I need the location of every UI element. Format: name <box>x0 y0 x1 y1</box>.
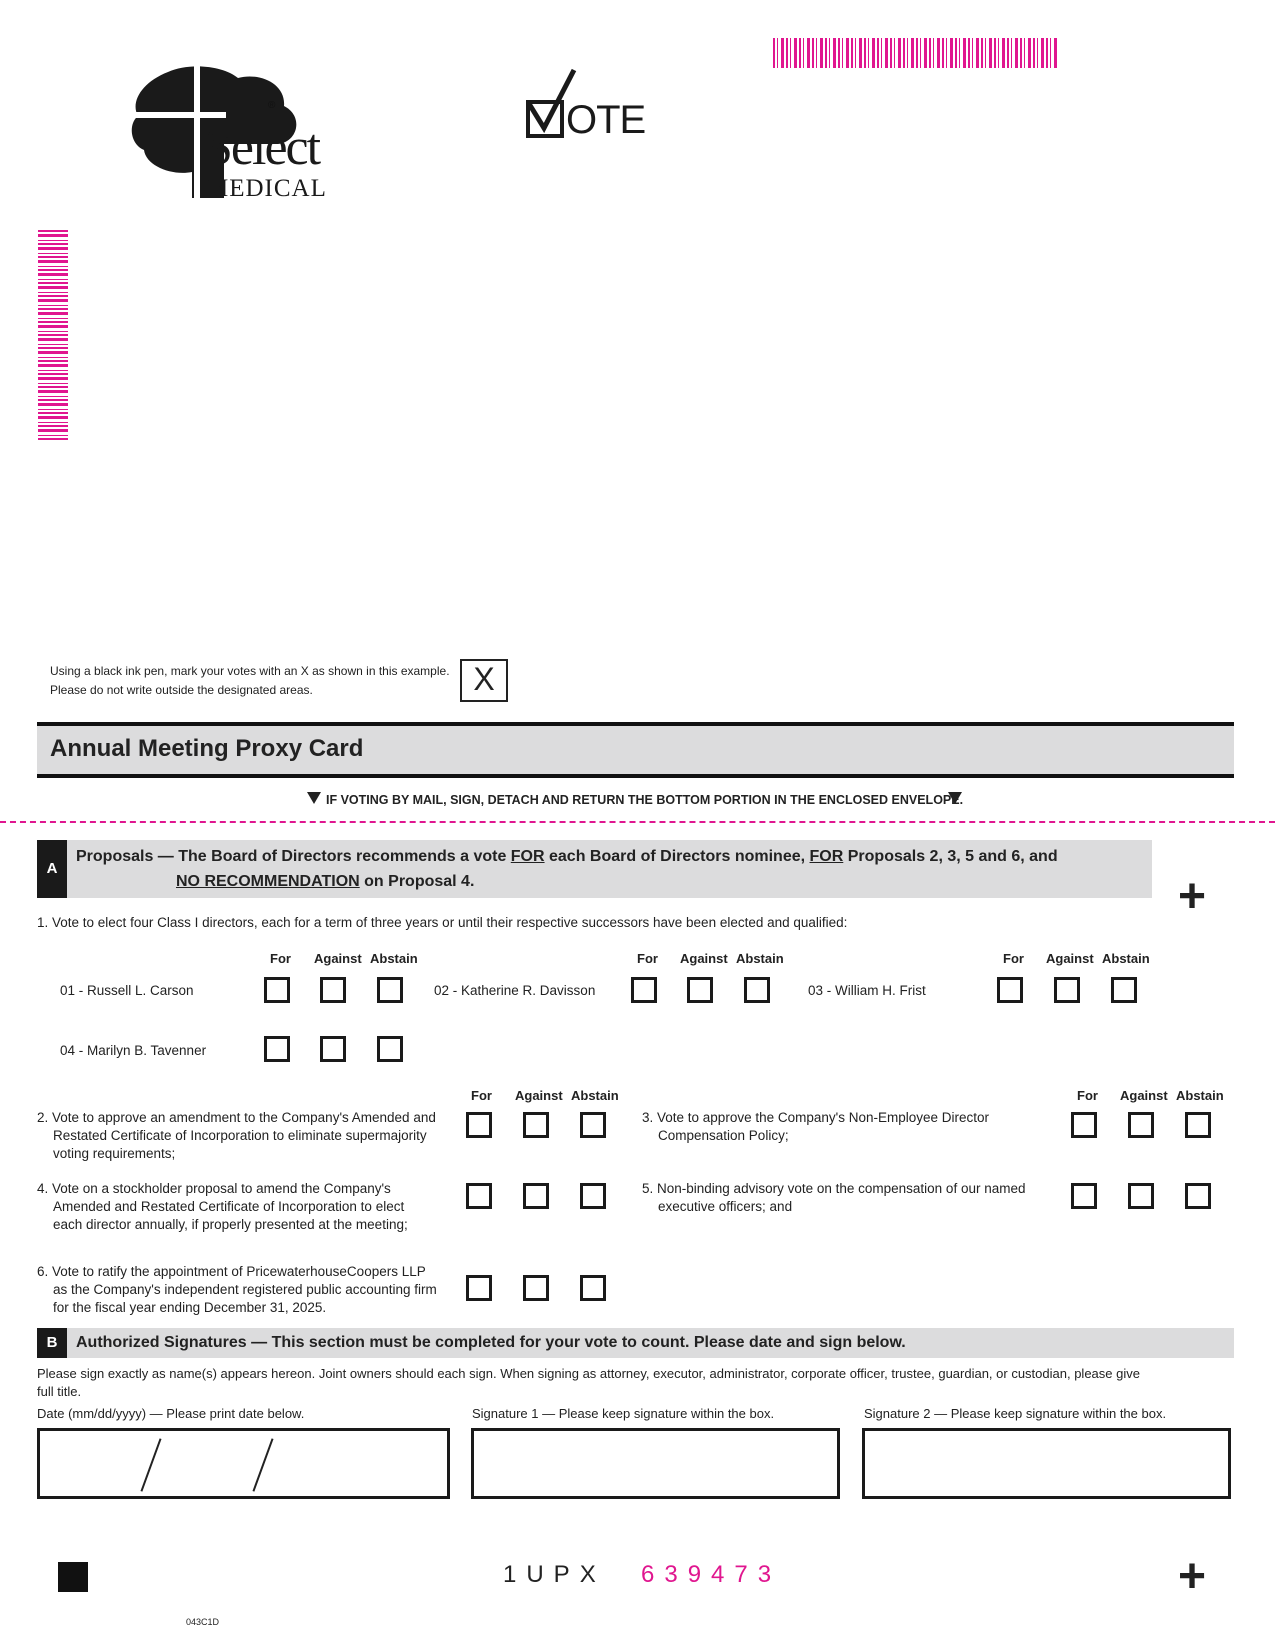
section-b-letter: B <box>37 1328 67 1358</box>
proposal-4-line-2: Amended and Restated Certificate of Incorporation to elect <box>53 1199 405 1214</box>
nominee-04-abstain-checkbox[interactable] <box>377 1036 403 1062</box>
footer-code-black: 1UPX <box>503 1561 606 1588</box>
signature-instructions-line-2: full title. <box>37 1384 82 1399</box>
detach-arrow-right-icon <box>948 792 962 804</box>
proposal-5-line-2: executive officers; and <box>658 1199 793 1214</box>
nominee-01-label: 01 - Russell L. Carson <box>60 983 194 998</box>
proposal-1-text: 1. Vote to elect four Class I directors, each for a term of three years or until their respective successors have been elected and qualified: <box>37 915 848 930</box>
proposal-2-line-3: voting requirements; <box>53 1146 176 1161</box>
nominee-04-against-checkbox[interactable] <box>320 1036 346 1062</box>
registration-square-icon <box>58 1562 88 1592</box>
section-a-header-line-2 <box>176 874 474 890</box>
signature-1-label: Signature 1 — Please keep signature within the box. <box>472 1406 775 1421</box>
proposal-6-line-2: as the Company's independent registered public accounting firm <box>53 1282 437 1297</box>
proposal-2-abstain-checkbox[interactable] <box>580 1112 606 1138</box>
section-a-header-text-2: each Board of Directors nominee, <box>544 848 810 865</box>
proposal-5-abstain-checkbox[interactable] <box>1185 1183 1211 1209</box>
signature-2-label: Signature 2 — Please keep signature within the box. <box>864 1406 1167 1421</box>
proposal-6-line-3: for the fiscal year ending December 31, 2025. <box>53 1300 327 1315</box>
instruction-line-1: Using a black ink pen, mark your votes with an X as shown in this example. <box>50 664 450 678</box>
nominee-03-abstain-checkbox[interactable] <box>1111 977 1137 1003</box>
col-for-4: For <box>471 1088 492 1103</box>
col-against-3: Against <box>1046 951 1094 966</box>
footer-code-magenta: 639473 <box>641 1561 782 1588</box>
nominee-03-label: 03 - William H. Frist <box>808 983 926 998</box>
proposal-6-against-checkbox[interactable] <box>523 1275 549 1301</box>
proposal-3-against-checkbox[interactable] <box>1128 1112 1154 1138</box>
logo-wordmark: Select <box>204 119 320 176</box>
col-against-4: Against <box>515 1088 563 1103</box>
registered-mark: ® <box>268 100 276 111</box>
col-abstain-2: Abstain <box>736 951 784 966</box>
form-code: 043C1D <box>186 1617 220 1627</box>
card-title: Annual Meeting Proxy Card <box>50 735 364 762</box>
proposal-4-against-checkbox[interactable] <box>523 1183 549 1209</box>
logo-subtitle: MEDICAL <box>206 175 327 202</box>
nominee-01-abstain-checkbox[interactable] <box>377 977 403 1003</box>
section-a-for-emphasis-2: FOR <box>809 848 844 865</box>
nominee-02-label: 02 - Katherine R. Davisson <box>434 983 596 998</box>
proposal-5-against-checkbox[interactable] <box>1128 1183 1154 1209</box>
proposal-2-for-checkbox[interactable] <box>466 1112 492 1138</box>
signature-2-box[interactable] <box>862 1428 1231 1499</box>
proposal-3-line-2: Compensation Policy; <box>658 1128 789 1143</box>
nominee-01-for-checkbox[interactable] <box>264 977 290 1003</box>
proposal-5-for-checkbox[interactable] <box>1071 1183 1097 1209</box>
proposal-6-line-1: 6. Vote to ratify the appointment of PricewaterhouseCoopers LLP <box>37 1264 426 1279</box>
date-input-box[interactable] <box>37 1428 450 1499</box>
proposal-3-abstain-checkbox[interactable] <box>1185 1112 1211 1138</box>
instruction-line-2: Please do not write outside the designated areas. <box>50 683 313 697</box>
proposal-3-line-1: 3. Vote to approve the Company's Non-Employee Director <box>642 1110 990 1125</box>
nominee-02-against-checkbox[interactable] <box>687 977 713 1003</box>
nominee-04-label: 04 - Marilyn B. Tavenner <box>60 1043 207 1058</box>
proposal-2-line-1: 2. Vote to approve an amendment to the Company's Amended and <box>37 1110 436 1125</box>
nominee-04-for-checkbox[interactable] <box>264 1036 290 1062</box>
proposal-3-for-checkbox[interactable] <box>1071 1112 1097 1138</box>
col-for-3: For <box>1003 951 1024 966</box>
proposal-4-line-3: each director annually, if properly presented at the meeting; <box>53 1217 408 1232</box>
section-a-header-text-3: Proposals 2, 3, 5 and 6, and <box>843 848 1058 865</box>
section-a-header-text-4: on Proposal 4. <box>359 873 475 890</box>
date-separator-2 <box>252 1438 273 1491</box>
detach-line <box>0 821 1275 823</box>
section-a-header-line-1 <box>76 849 1058 865</box>
proposal-5-line-1: 5. Non-binding advisory vote on the compensation of our named <box>642 1181 1026 1196</box>
col-abstain-5: Abstain <box>1176 1088 1224 1103</box>
proposal-4-line-1: 4. Vote on a stockholder proposal to amend the Company's <box>37 1181 391 1196</box>
col-abstain-4: Abstain <box>571 1088 619 1103</box>
col-for-2: For <box>637 951 658 966</box>
nominee-02-abstain-checkbox[interactable] <box>744 977 770 1003</box>
proposal-4-abstain-checkbox[interactable] <box>580 1183 606 1209</box>
section-a-header-text-1: Proposals — The Board of Directors recommends a vote <box>76 848 511 865</box>
example-x-mark: X <box>473 661 495 697</box>
signature-instructions-line-1: Please sign exactly as name(s) appears hereon. Joint owners should each sign. When signing as attorney, executor, administrator, corporate officer, trustee, guardian, or custodian, please give <box>37 1366 1140 1381</box>
proposal-2-line-2: Restated Certificate of Incorporation to eliminate supermajority <box>53 1128 427 1143</box>
section-a-for-emphasis: FOR <box>510 848 545 865</box>
detach-notice: IF VOTING BY MAIL, SIGN, DETACH AND RETURN THE BOTTOM PORTION IN THE ENCLOSED ENVELOPE. <box>326 793 964 807</box>
side-barcode <box>38 228 68 440</box>
col-against-5: Against <box>1120 1088 1168 1103</box>
col-against-1: Against <box>314 951 362 966</box>
col-for-1: For <box>270 951 291 966</box>
title-bottom-rule <box>37 774 1234 778</box>
proposal-4-for-checkbox[interactable] <box>466 1183 492 1209</box>
col-against-2: Against <box>680 951 728 966</box>
col-for-5: For <box>1077 1088 1098 1103</box>
col-abstain-3: Abstain <box>1102 951 1150 966</box>
example-mark-box <box>460 659 508 702</box>
nominee-03-for-checkbox[interactable] <box>997 977 1023 1003</box>
registration-plus-bottom-icon: + <box>1178 1550 1207 1603</box>
nominee-01-against-checkbox[interactable] <box>320 977 346 1003</box>
registration-plus-top-icon: + <box>1178 870 1207 923</box>
date-separator-1 <box>140 1438 161 1491</box>
section-a-letter: A <box>37 840 67 898</box>
signature-1-box[interactable] <box>471 1428 840 1499</box>
date-label: Date (mm/dd/yyyy) — Please print date below. <box>37 1406 305 1421</box>
proposal-2-against-checkbox[interactable] <box>523 1112 549 1138</box>
proposal-6-abstain-checkbox[interactable] <box>580 1275 606 1301</box>
no-recommendation-emphasis: NO RECOMMENDATION <box>176 873 360 890</box>
detach-arrow-left-icon <box>307 792 321 804</box>
vote-wordmark: OTE <box>566 98 646 142</box>
nominee-03-against-checkbox[interactable] <box>1054 977 1080 1003</box>
section-b-header-text: Authorized Signatures — This section must be completed for your vote to count. Please date and sign below. <box>76 1334 906 1351</box>
proposal-6-for-checkbox[interactable] <box>466 1275 492 1301</box>
nominee-02-for-checkbox[interactable] <box>631 977 657 1003</box>
col-abstain-1: Abstain <box>370 951 418 966</box>
top-barcode <box>773 38 1058 68</box>
